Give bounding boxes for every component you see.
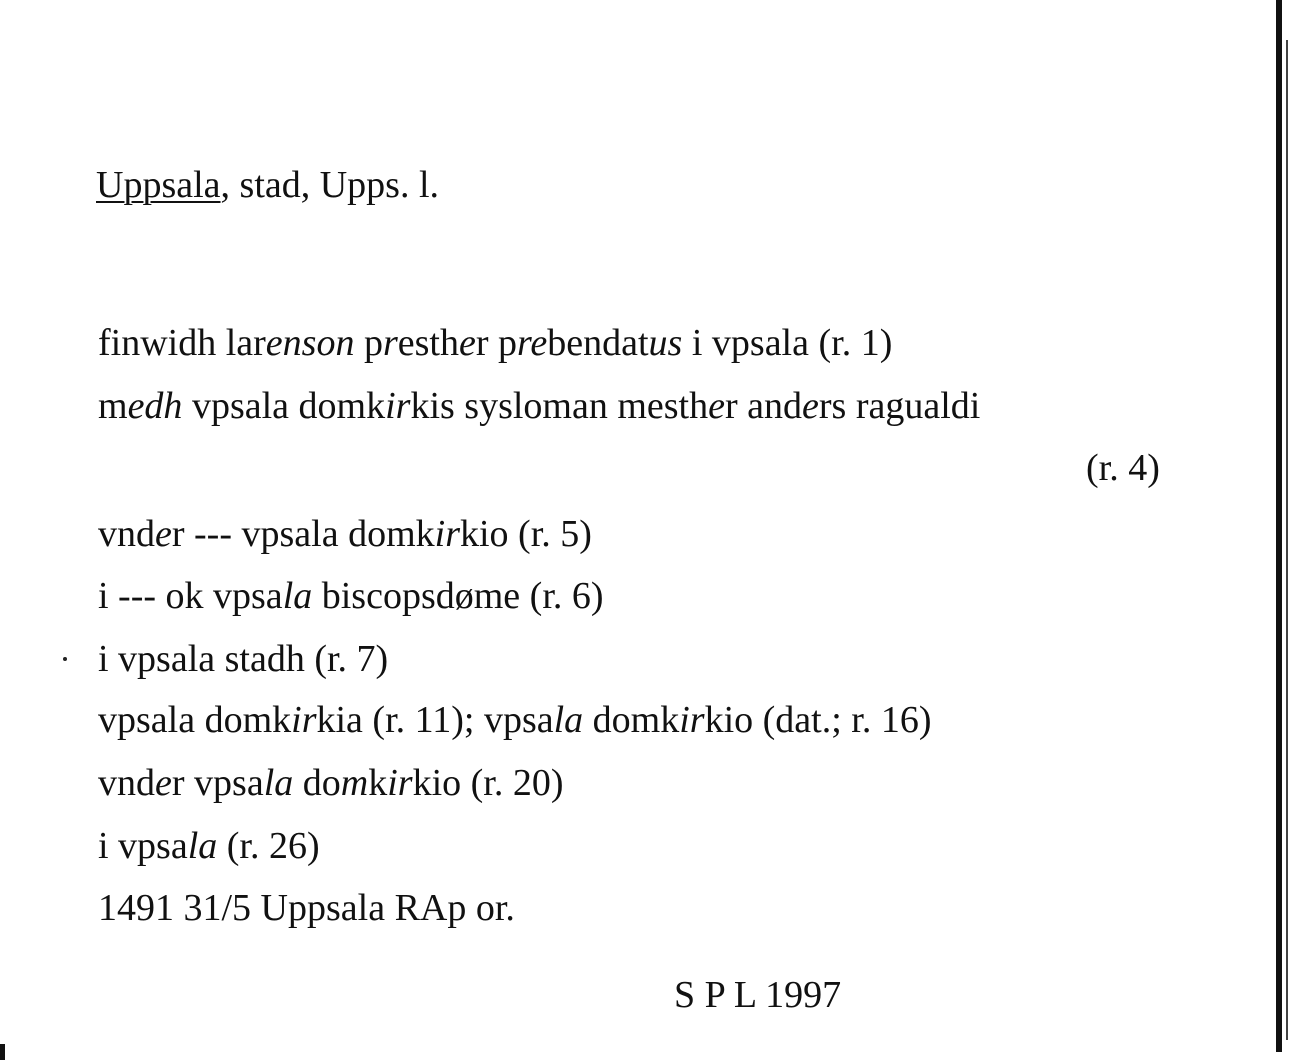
text-segment: kio (r. 20) — [412, 762, 564, 804]
text-segment: r p — [475, 322, 517, 364]
source-line — [98, 885, 515, 931]
text-segment: kio (r. 5) — [460, 513, 592, 555]
citation-line — [98, 760, 564, 806]
citation-line — [98, 636, 388, 682]
text-segment: rs ragualdi — [818, 385, 981, 427]
heading-rest: , stad, Upps. l. — [220, 164, 440, 206]
expanded-abbreviation: e — [802, 385, 819, 427]
heading-place: Uppsala — [96, 164, 221, 206]
expanded-abbreviation: m — [340, 762, 369, 804]
text-segment: finwidh lar — [98, 322, 266, 364]
text-segment: vnd — [98, 513, 155, 555]
text-segment: r vpsa — [171, 762, 264, 804]
citation-line — [98, 697, 931, 743]
expanded-abbreviation: ir — [385, 385, 411, 427]
expanded-abbreviation: enson — [265, 322, 355, 364]
text-segment: r --- vpsala domk — [171, 513, 435, 555]
citation-line — [98, 383, 980, 429]
expanded-abbreviation: e — [708, 385, 725, 427]
citation-line — [98, 573, 604, 619]
expanded-abbreviation: la — [282, 575, 313, 617]
expanded-abbreviation: la — [553, 699, 584, 741]
text-segment: kis sysloman mesth — [410, 385, 709, 427]
text-segment: m — [98, 385, 128, 427]
citation-line — [98, 823, 320, 869]
expanded-abbreviation: e — [458, 322, 476, 364]
expanded-abbreviation: edh — [127, 385, 183, 427]
ink-speck — [63, 657, 67, 661]
text-segment: k — [368, 762, 388, 804]
card-heading — [96, 162, 439, 208]
citation-line — [98, 511, 592, 557]
expanded-abbreviation: ir — [387, 762, 413, 804]
citation-continuation: (r. 4) — [1086, 447, 1160, 489]
card-edge-shadow — [1286, 40, 1288, 1040]
text-segment: domk — [583, 699, 680, 741]
expanded-abbreviation: la — [263, 762, 294, 804]
text-segment: i --- ok vpsa — [98, 575, 283, 617]
text-segment: biscopsdøme (r. 6) — [312, 575, 604, 617]
expanded-abbreviation: us — [648, 322, 683, 364]
text-segment: vpsala domk — [98, 699, 292, 741]
text-segment: i vpsala (r. 1) — [682, 322, 893, 364]
text-segment: kia (r. 11); vpsa — [316, 699, 554, 741]
text-segment: bendat — [547, 322, 649, 364]
citation-line — [98, 320, 892, 366]
expanded-abbreviation: la — [187, 825, 218, 867]
text-segment: (r. 26) — [217, 825, 320, 867]
text-segment: do — [293, 762, 341, 804]
card-corner-mark — [0, 1044, 5, 1060]
signature: S P L 1997 — [674, 974, 842, 1016]
text-segment: 1491 31/5 Uppsala RAp or. — [98, 887, 515, 929]
text-segment: esth — [397, 322, 459, 364]
expanded-abbreviation: e — [155, 513, 172, 555]
expanded-abbreviation: r — [382, 322, 398, 364]
expanded-abbreviation: ir — [434, 513, 460, 555]
text-segment: vnd — [98, 762, 155, 804]
text-segment: r and — [725, 385, 803, 427]
expanded-abbreviation: ir — [679, 699, 705, 741]
text-segment: kio (dat.; r. 16) — [704, 699, 932, 741]
expanded-abbreviation: re — [517, 322, 548, 364]
card-edge-line — [1276, 0, 1282, 1052]
expanded-abbreviation: ir — [291, 699, 317, 741]
text-segment: vpsala domk — [182, 385, 386, 427]
text-segment: i vpsala stadh (r. 7) — [98, 638, 389, 680]
expanded-abbreviation: e — [155, 762, 172, 804]
text-segment: i vpsa — [98, 825, 188, 867]
text-segment: p — [354, 322, 383, 364]
